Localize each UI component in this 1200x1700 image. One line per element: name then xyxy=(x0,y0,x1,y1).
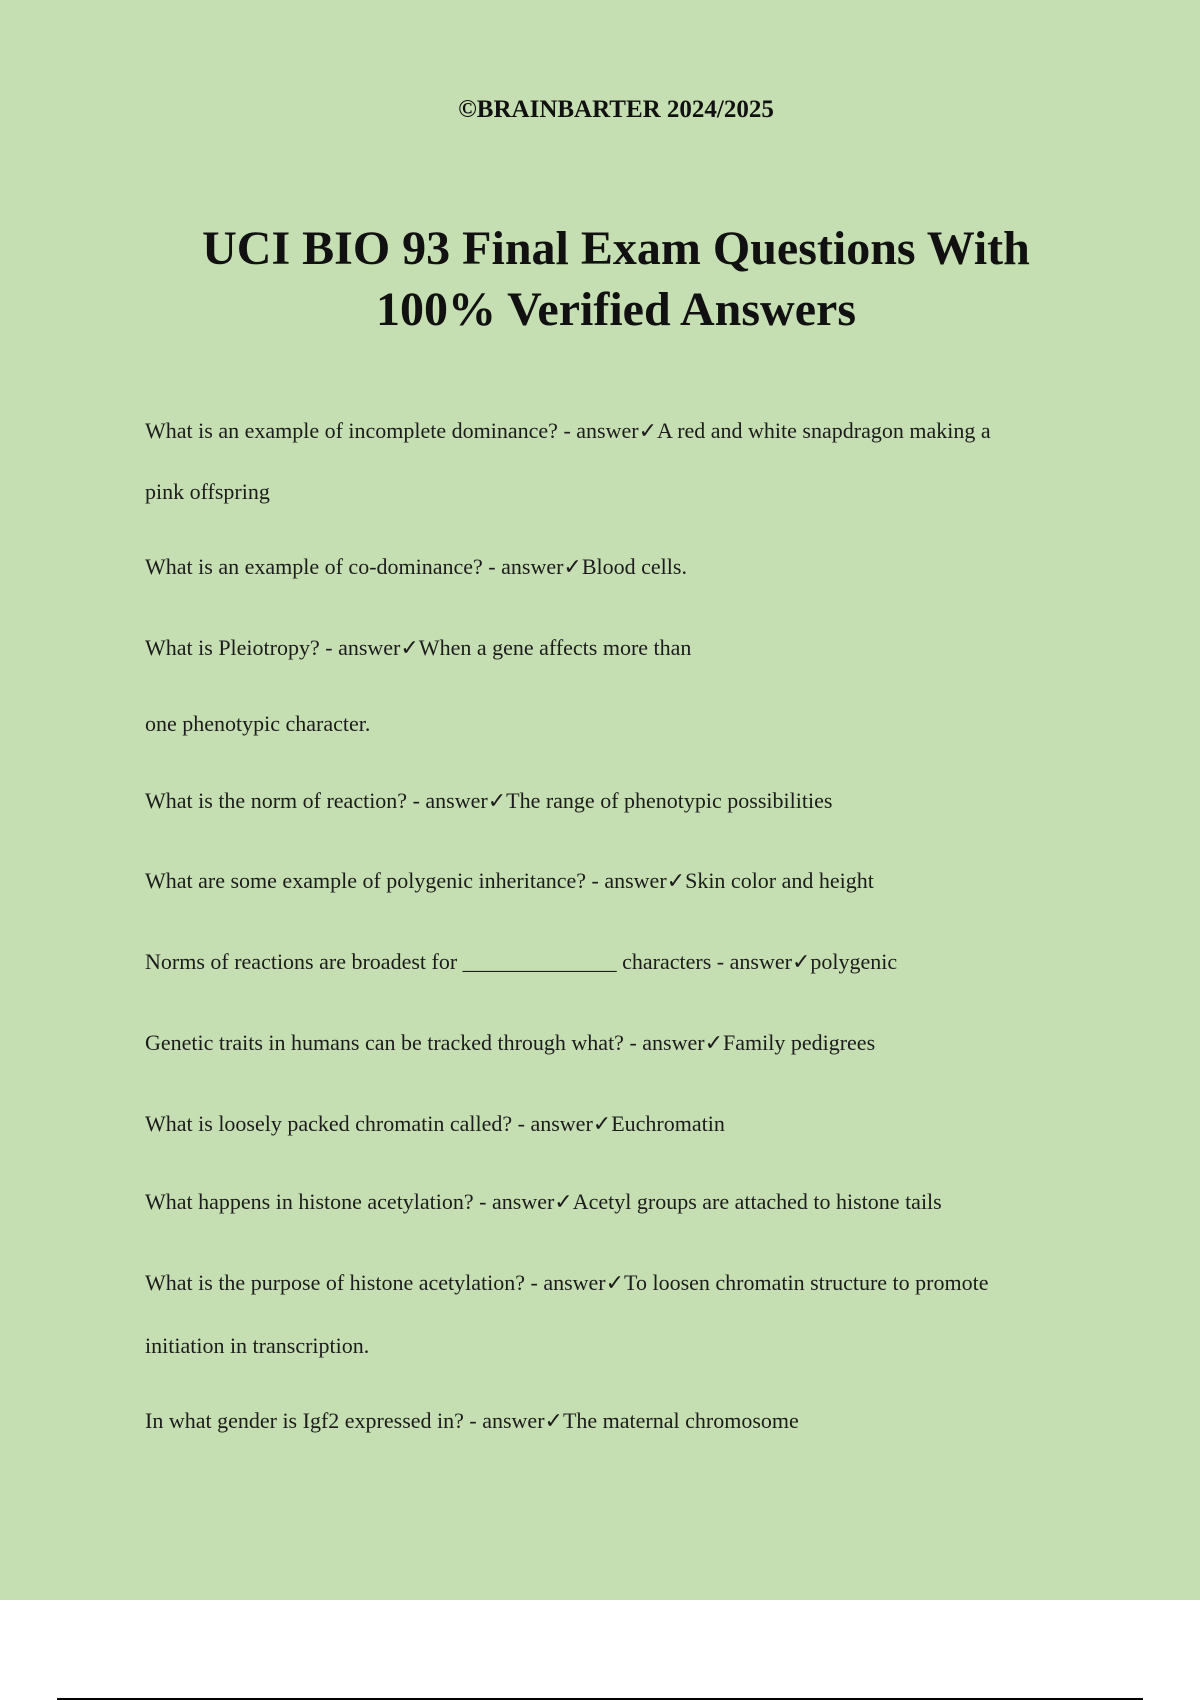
qa-line-pedigrees: Genetic traits in humans can be tracked through what? - answer✓Family pedigrees xyxy=(145,1030,876,1055)
qa-line-polygenic-inheritance: What are some example of polygenic inheritance? - answer✓Skin color and height xyxy=(145,868,874,893)
qa-line-incomplete-dominance: What is an example of incomplete dominance? - answer✓A red and white snapdragon making a xyxy=(145,418,991,443)
qa-line-norms-broadest: Norms of reactions are broadest for ______________ characters - answer✓polygenic xyxy=(145,949,898,974)
qa-line-euchromatin: What is loosely packed chromatin called? - answer✓Euchromatin xyxy=(145,1111,725,1136)
title-line-1: UCI BIO 93 Final Exam Questions With xyxy=(202,222,1030,275)
qa-line-pleiotropy-cont: one phenotypic character. xyxy=(145,711,371,736)
qa-line-acetylation-purpose-cont: initiation in transcription. xyxy=(145,1333,370,1358)
qa-line-igf2: In what gender is Igf2 expressed in? - answer✓The maternal chromosome xyxy=(145,1408,799,1433)
qa-line-histone-acetylation: What happens in histone acetylation? - answer✓Acetyl groups are attached to histone tails xyxy=(145,1189,942,1214)
title-line-2: 100% Verified Answers xyxy=(376,283,856,336)
qa-line-norm-of-reaction: What is the norm of reaction? - answer✓The range of phenotypic possibilities xyxy=(145,788,833,813)
qa-line-incomplete-dominance-cont: pink offspring xyxy=(145,479,270,504)
qa-line-pleiotropy: What is Pleiotropy? - answer✓When a gene affects more than xyxy=(145,635,692,660)
document-title xyxy=(0,218,1200,340)
qa-line-acetylation-purpose: What is the purpose of histone acetylation? - answer✓To loosen chromatin structure to promote xyxy=(145,1270,989,1295)
qa-line-co-dominance: What is an example of co-dominance? - answer✓Blood cells. xyxy=(145,554,687,579)
copyright-header: ©BRAINBARTER 2024/2025 xyxy=(458,96,774,123)
